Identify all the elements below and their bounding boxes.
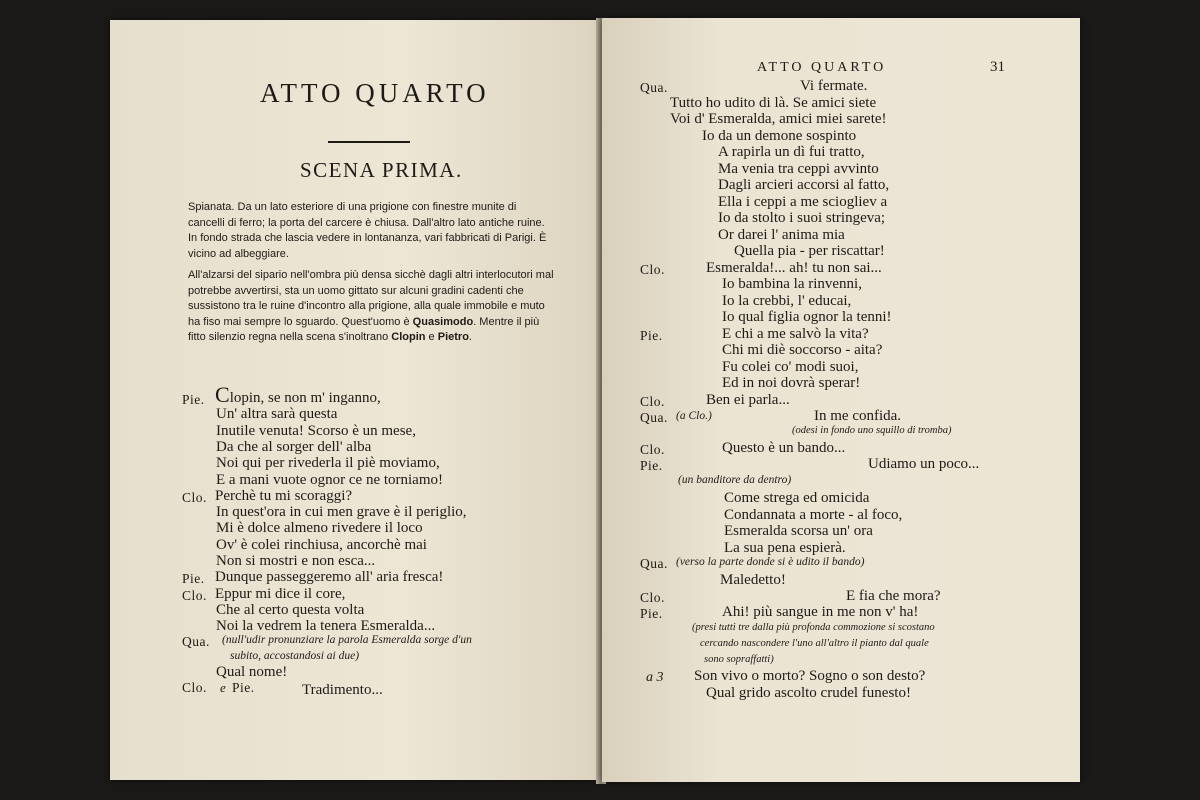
dialogue-line: Io la crebbi, l' educai,	[722, 292, 852, 309]
dialogue-line: Io da un demone sospinto	[702, 127, 857, 144]
clopin-name: Clopin	[391, 331, 426, 343]
dialogue-line: Esmeralda!... ah! tu non sai...	[706, 259, 882, 276]
dialogue-line: Tradimento...	[302, 682, 383, 698]
speaker-label: Qua.	[640, 80, 668, 95]
pietro-name: Pietro	[437, 331, 469, 343]
speaker-label: Pie.	[182, 571, 205, 587]
dialogue-line: Ahi! più sangue in me non v' ha!	[722, 604, 919, 620]
dialogue-line: Inutile venuta! Scorso è un mese,	[216, 422, 416, 439]
stage-description-1-text: Spianata. Da un lato esteriore di una prigione con finestre munite di cancelli di ferro; la porta del carcere è chiusa. Dall'altro lato antiche ruine. In fondo strada che lascia vedere in lontananza, vari fabbricati di Parigi. È vicino ad albeggiare.	[188, 201, 547, 260]
dialogue-line: Io da stolto i suoi stringeva;	[718, 210, 886, 226]
dialogue-line: Da che al sorger dell' alba	[216, 438, 372, 455]
speaker-clo: Clo.	[640, 590, 665, 605]
dialogue-line: Mi è dolce almeno rivedere il loco	[216, 520, 423, 537]
speaker-label: Pie.	[640, 327, 663, 343]
stage-direction: (null'udir pronunziare la parola Esmeralda sorge d'un	[222, 634, 472, 646]
stage-direction: (un banditore da dentro)	[678, 474, 792, 486]
dialogue-line: Io bambina la rinvenni,	[722, 276, 862, 292]
right-page	[602, 18, 1080, 782]
speaker-clo: Clo.	[182, 680, 207, 695]
dialogue-line: Questo è un bando...	[722, 440, 846, 456]
dialogue-line: Noi la vedrem la tenera Esmeralda...	[216, 618, 436, 635]
dialogue-line: Che al certo questa volta	[216, 601, 365, 618]
speaker-a-tre: a 3	[646, 670, 664, 685]
stage-direction: (a Clo.)	[676, 410, 712, 422]
speaker-pie: Pie.	[640, 458, 663, 473]
speaker-label: Clo.	[640, 393, 665, 409]
dialogue-line: Chi mi diè soccorso - aita?	[722, 342, 883, 358]
stage-direction: (verso la parte donde si è udito il bando)	[676, 556, 865, 568]
stage-description-2	[188, 268, 556, 346]
dialogue-line: Noi qui per rivederla il piè moviamo,	[216, 455, 440, 472]
stage-direction: subito, accostandosi ai due)	[230, 650, 360, 662]
speaker-qua: Qua.	[640, 556, 668, 571]
dialogue-line: A rapirla un dì fui tratto,	[718, 144, 865, 160]
speaker-qua: Qua.	[640, 410, 668, 425]
dialogue-line: Non si mostri e non esca...	[216, 553, 376, 569]
dialogue-line: Dunque passeggeremo all' aria fresca!	[215, 569, 444, 586]
dialogue-line	[215, 382, 381, 407]
dialogue-line: Quella pia - per riscattar!	[734, 243, 885, 259]
dialogue-line: E chi a me salvò la vita?	[722, 325, 869, 342]
bando-line: Condannata a morte - al foco,	[724, 506, 903, 523]
stage-direction: (odesi in fondo uno squillo di tromba)	[792, 425, 952, 436]
scene-title: SCENA PRIMA.	[300, 158, 463, 182]
running-header: ATTO QUARTO	[757, 60, 887, 75]
dialogue-line: Tutto ho udito di là. Se amici siete	[670, 94, 877, 111]
dialogue-line: Udiamo un poco...	[868, 456, 980, 472]
stage-direction: cercando nascondere l'uno all'altro il pianto dal quale	[700, 638, 929, 649]
dialogue-line: E a mani vuote ognor ce ne torniamo!	[216, 471, 444, 488]
conjunction: e	[425, 331, 438, 343]
speaker-clo: Clo.	[640, 442, 665, 457]
dialogue-line: Qual nome!	[216, 664, 288, 680]
speaker-label: Pie.	[182, 392, 205, 407]
period: .	[468, 331, 472, 343]
dialogue-line: E fia che mora?	[846, 588, 941, 604]
dialogue-line: Or darei l' anima mia	[718, 226, 845, 243]
dialogue-line: Ella i ceppi a me sciogliev a	[718, 193, 888, 210]
speaker-conjunction: e	[220, 680, 226, 695]
dialogue-line: Ed in noi dovrà sperar!	[722, 375, 861, 391]
line-text: lopin, se non m' inganno,	[229, 390, 381, 406]
dialogue-line: In me confida.	[814, 408, 902, 424]
speaker-qua: Qua.	[182, 634, 210, 649]
stage-description-2-text-b: . Mentre il più fitto silenzio regna nella scena s'inoltrano	[188, 315, 540, 343]
act-title: ATTO QUARTO	[260, 78, 490, 108]
speaker-label: Clo.	[640, 261, 665, 277]
dialogue-line: Eppur mi dice il core,	[215, 585, 346, 602]
dialogue-line: Ov' è colei rinchiusa, ancorchè mai	[216, 536, 427, 553]
dialogue-line: Fu colei co' modi suoi,	[722, 358, 859, 375]
speaker-label: Clo.	[182, 587, 207, 603]
dialogue-line: Son vivo o morto? Sogno o son desto?	[694, 668, 926, 684]
dialogue-line: Vi fermate.	[800, 78, 868, 94]
stage-description-1	[188, 200, 556, 262]
bando-line: Esmeralda scorsa un' ora	[724, 523, 873, 539]
page-number: 31	[990, 59, 1005, 75]
left-page	[110, 20, 600, 780]
dialogue-line: Qual grido ascolto crudel funesto!	[706, 685, 911, 701]
dialogue-line: Maledetto!	[720, 572, 786, 588]
dialogue-line: Dagli arcieri accorsi al fatto,	[718, 177, 890, 193]
speaker-pie: Pie.	[640, 606, 663, 621]
dialogue-line: Perchè tu mi scoraggi?	[215, 487, 353, 504]
dialogue-line: Io qual figlia ognor la tenni!	[722, 309, 892, 325]
bando-line: La sua pena espierà.	[724, 539, 846, 556]
speaker-pie: Pie.	[232, 680, 255, 695]
dialogue-line: Un' altra sarà questa	[216, 406, 338, 423]
title-rule	[328, 141, 410, 143]
stage-direction: sono sopraffatti)	[704, 654, 774, 665]
dialogue-line: In quest'ora in cui men grave è il periglio,	[216, 504, 467, 521]
bando-line: Come strega ed omicida	[724, 490, 870, 506]
dialogue-line: Ben ei parla...	[706, 391, 790, 408]
dialogue-line: Ma venia tra ceppi avvinto	[718, 160, 879, 177]
dialogue-line: Voi d' Esmeralda, amici miei sarete!	[670, 111, 887, 127]
stage-direction: (presi tutti tre dalla più profonda commozione si scostano	[692, 622, 935, 633]
quasimodo-name: Quasimodo	[412, 315, 474, 328]
stage-description-2-text-a: All'alzarsi del sipario nell'ombra più densa sicchè dagli altri interlocutori mal potrebbe avvertirsi, sta un uomo gittato sur alcuni gradini cadenti che sussistono tra le ruine d'incontro alla prigione, alla quale immobile e muto ha fiso mai sempre lo sguardo. Quest'uomo è	[188, 269, 554, 328]
initial-letter: C	[215, 382, 230, 407]
speaker-label: Clo.	[182, 489, 207, 505]
